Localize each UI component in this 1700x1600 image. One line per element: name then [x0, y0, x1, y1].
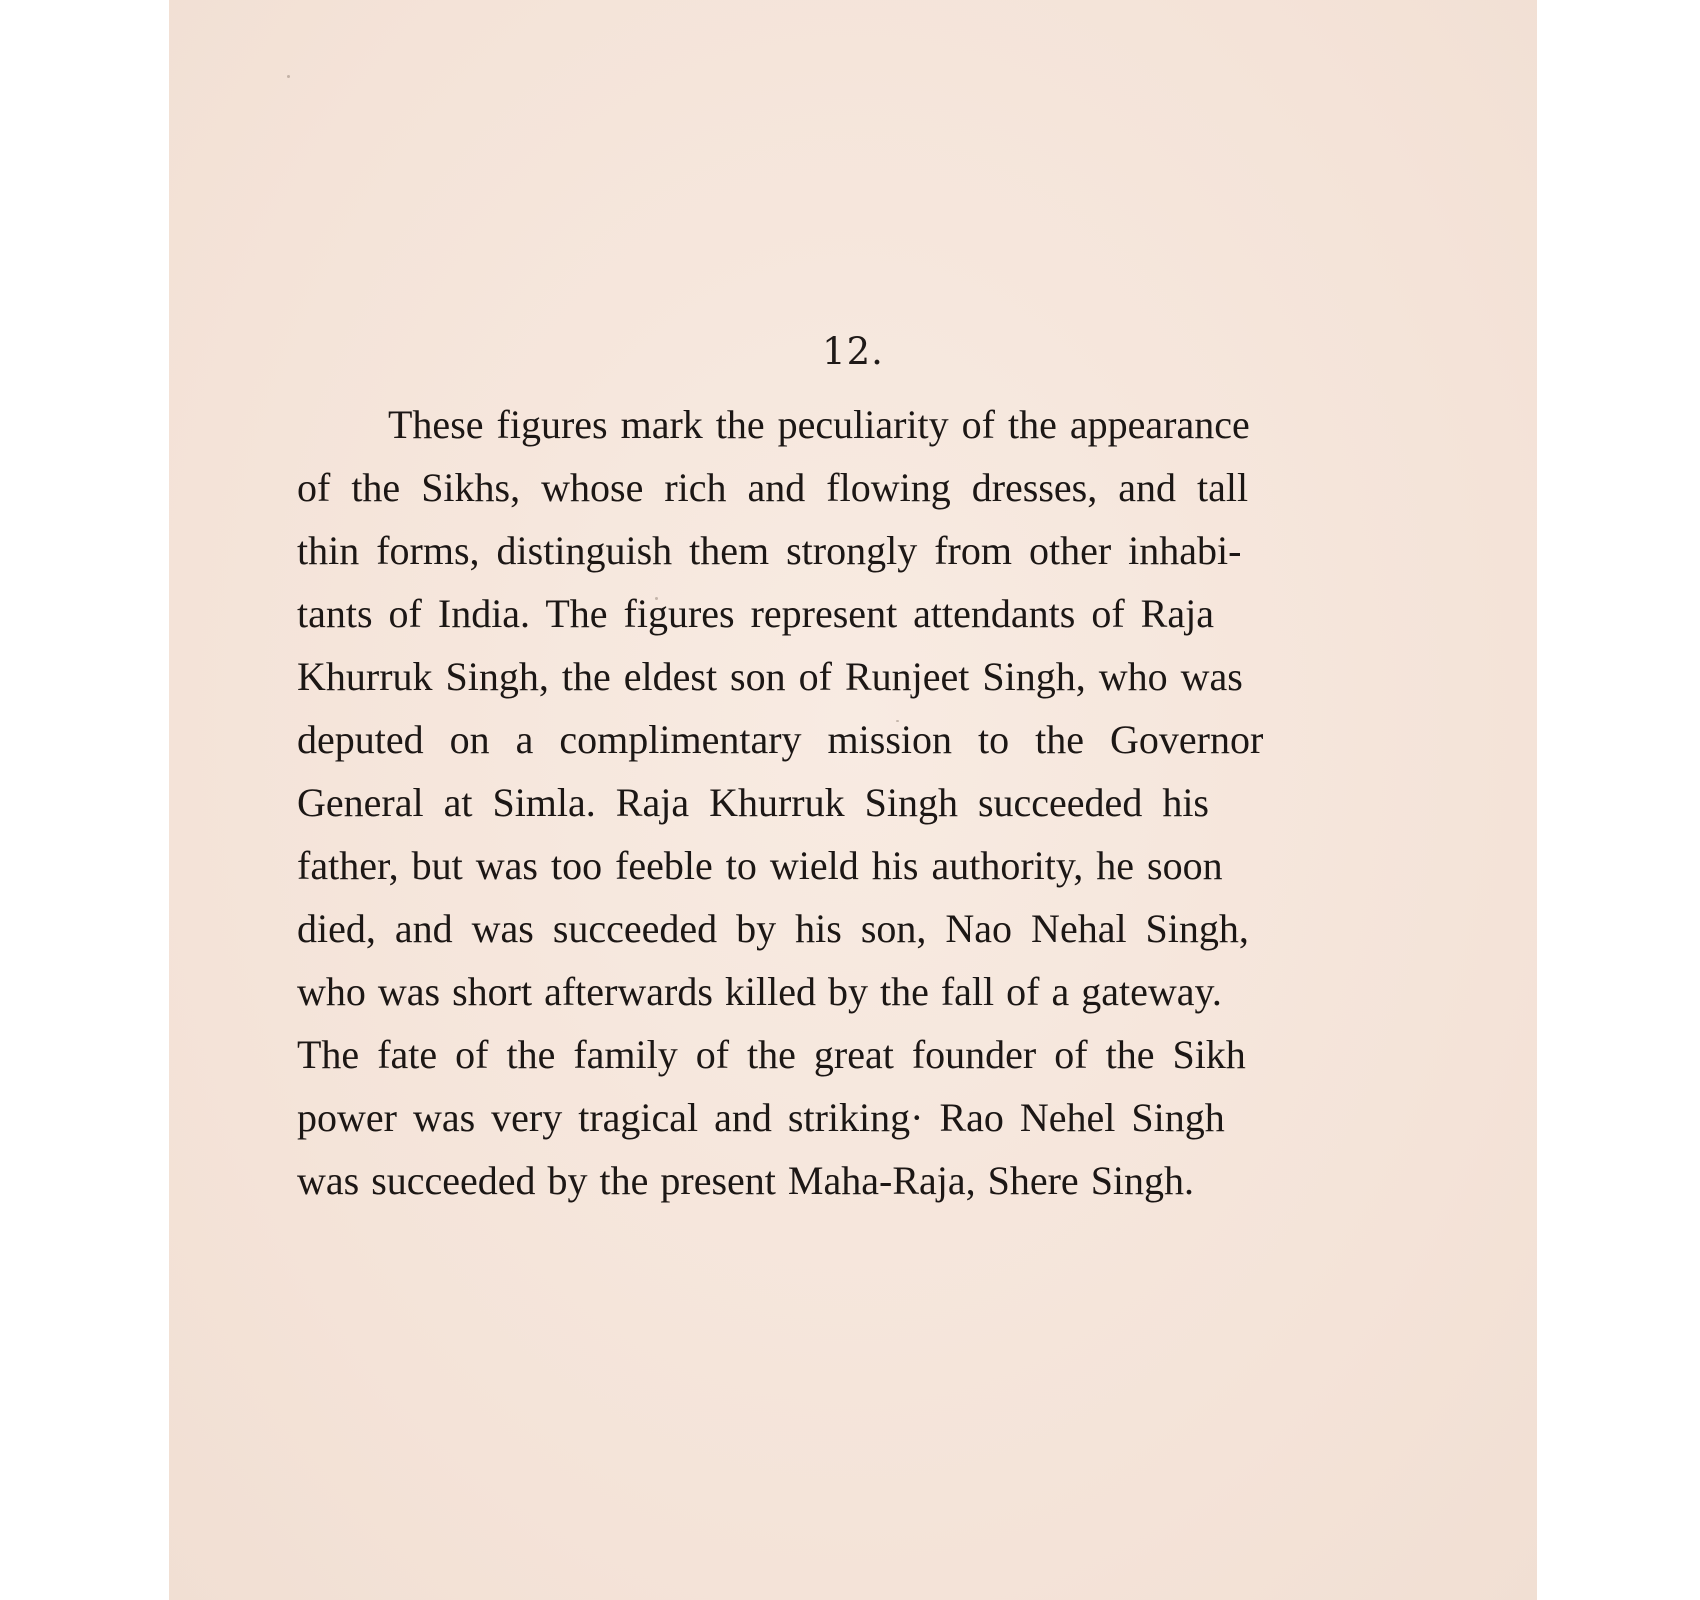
page-number: 12. [822, 330, 884, 373]
text-line-13: was succeeded by the present Maha-Raja, Shere Singh. [297, 1158, 1195, 1203]
paper-speck [287, 75, 290, 78]
text-line-5: Khurruk Singh, the eldest son of Runjeet Singh, who was [297, 654, 1243, 699]
text-line-3: thin forms, distinguish them strongly from other inhabi- [297, 528, 1242, 573]
text-line-10: who was short afterwards killed by the fall of a gateway. [297, 969, 1222, 1014]
text-line-9: died, and was succeeded by his son, Nao Nehal Singh, [297, 906, 1249, 951]
book-page [169, 0, 1537, 1600]
text-line-4: tants of India. The figures represent attendants of Raja [297, 591, 1214, 636]
text-line-12: power was very tragical and striking· Rao Nehel Singh [297, 1095, 1225, 1140]
text-line-6: deputed on a complimentary mission to the Governor [297, 717, 1264, 762]
text-line-8: father, but was too feeble to wield his authority, he soon [297, 843, 1223, 888]
text-line-11: The fate of the family of the great founder of the Sikh [297, 1032, 1246, 1077]
text-line-1: These figures mark the peculiarity of the appearance [388, 402, 1250, 447]
text-line-2: of the Sikhs, whose rich and flowing dresses, and tall [297, 465, 1249, 510]
text-line-7: General at Simla. Raja Khurruk Singh succeeded his [297, 780, 1209, 825]
